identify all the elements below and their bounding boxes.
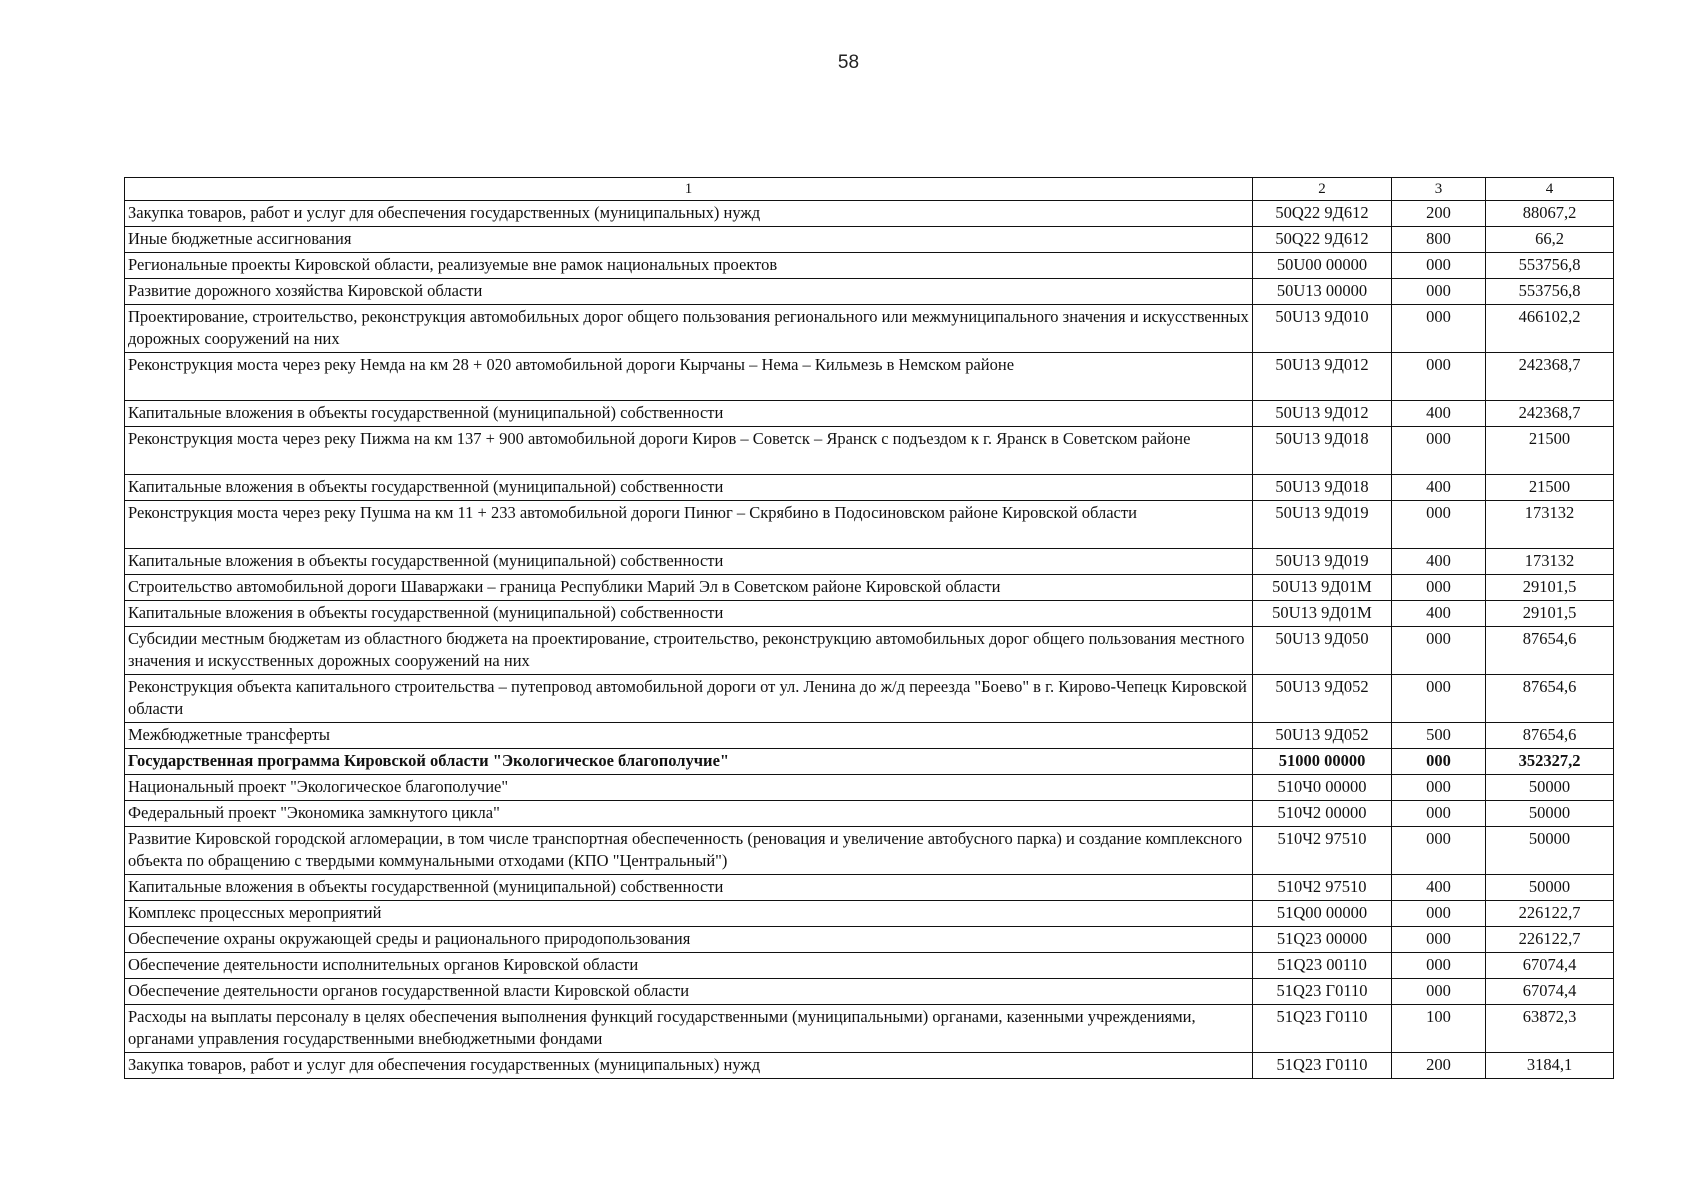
row-name-cell: Закупка товаров, работ и услуг для обеспечения государственных (муниципальных) нужд <box>125 201 1253 227</box>
row-type-cell: 000 <box>1392 927 1486 953</box>
row-type-cell: 000 <box>1392 953 1486 979</box>
row-code-cell: 51Q00 00000 <box>1253 901 1392 927</box>
row-code-cell: 51Q23 Г0110 <box>1253 1053 1392 1079</box>
row-name-cell: Капитальные вложения в объекты государственной (муниципальной) собственности <box>125 549 1253 575</box>
row-type-cell: 400 <box>1392 549 1486 575</box>
row-name-cell: Капитальные вложения в объекты государственной (муниципальной) собственности <box>125 601 1253 627</box>
table-row <box>125 227 1614 253</box>
row-amount-cell: 87654,6 <box>1486 675 1614 723</box>
row-code-cell: 50U13 9Д052 <box>1253 675 1392 723</box>
row-amount-cell: 3184,1 <box>1486 1053 1614 1079</box>
table-row <box>125 901 1614 927</box>
row-code-cell: 50U13 9Д019 <box>1253 549 1392 575</box>
header-col-3: 3 <box>1392 178 1486 201</box>
row-name-cell: Обеспечение охраны окружающей среды и рационального природопользования <box>125 927 1253 953</box>
table-row <box>125 279 1614 305</box>
row-name-cell: Субсидии местным бюджетам из областного бюджета на проектирование, строительство, реконструкцию автомобильных дорог общего пользования местного значения и искусственных дорожных сооружений на них <box>125 627 1253 675</box>
row-name-cell: Государственная программа Кировской области "Экологическое благополучие" <box>125 749 1253 775</box>
row-code-cell: 510Ч2 97510 <box>1253 827 1392 875</box>
row-name-cell: Комплекс процессных мероприятий <box>125 901 1253 927</box>
row-name-cell: Межбюджетные трансферты <box>125 723 1253 749</box>
row-code-cell: 50U13 9Д010 <box>1253 305 1392 353</box>
table-row <box>125 827 1614 875</box>
row-name-cell: Реконструкция моста через реку Пушма на км 11 + 233 автомобильной дороги Пинюг – Скрябино в Подосиновском районе Кировской области <box>125 501 1253 549</box>
row-amount-cell: 50000 <box>1486 875 1614 901</box>
row-code-cell: 50U13 00000 <box>1253 279 1392 305</box>
row-code-cell: 510Ч2 97510 <box>1253 875 1392 901</box>
row-name-cell: Региональные проекты Кировской области, реализуемые вне рамок национальных проектов <box>125 253 1253 279</box>
row-name-cell: Обеспечение деятельности исполнительных органов Кировской области <box>125 953 1253 979</box>
row-code-cell: 50U00 00000 <box>1253 253 1392 279</box>
table-row <box>125 875 1614 901</box>
row-name-cell: Капитальные вложения в объекты государственной (муниципальной) собственности <box>125 401 1253 427</box>
row-type-cell: 200 <box>1392 201 1486 227</box>
row-code-cell: 50Q22 9Д612 <box>1253 227 1392 253</box>
row-type-cell: 000 <box>1392 749 1486 775</box>
row-type-cell: 500 <box>1392 723 1486 749</box>
row-name-cell: Расходы на выплаты персоналу в целях обеспечения выполнения функций государственными (муниципальными) органами, казенными учреждениями, органами управления государственными внебюджетными фондами <box>125 1005 1253 1053</box>
table-row <box>125 475 1614 501</box>
row-name-cell: Капитальные вложения в объекты государственной (муниципальной) собственности <box>125 875 1253 901</box>
row-name-cell: Федеральный проект "Экономика замкнутого цикла" <box>125 801 1253 827</box>
header-col-2: 2 <box>1253 178 1392 201</box>
row-name-cell: Реконструкция объекта капитального строительства – путепровод автомобильной дороги от ул. Ленина до ж/д переезда "Боево" в г. Кирово-Чепецк Кировской области <box>125 675 1253 723</box>
row-name-cell: Реконструкция моста через реку Немда на км 28 + 020 автомобильной дороги Кырчаны – Нема – Кильмезь в Немском районе <box>125 353 1253 401</box>
row-code-cell: 51Q23 00110 <box>1253 953 1392 979</box>
row-code-cell: 50U13 9Д012 <box>1253 353 1392 401</box>
row-amount-cell: 553756,8 <box>1486 279 1614 305</box>
row-code-cell: 50U13 9Д012 <box>1253 401 1392 427</box>
row-amount-cell: 21500 <box>1486 427 1614 475</box>
row-type-cell: 400 <box>1392 475 1486 501</box>
row-name-cell: Реконструкция моста через реку Пижма на км 137 + 900 автомобильной дороги Киров – Советск – Яранск с подъездом к г. Яранск в Советском районе <box>125 427 1253 475</box>
table-row <box>125 501 1614 549</box>
row-name-cell: Закупка товаров, работ и услуг для обеспечения государственных (муниципальных) нужд <box>125 1053 1253 1079</box>
row-type-cell: 000 <box>1392 305 1486 353</box>
row-code-cell: 50U13 9Д018 <box>1253 427 1392 475</box>
row-type-cell: 000 <box>1392 627 1486 675</box>
row-code-cell: 50U13 9Д050 <box>1253 627 1392 675</box>
header-col-4: 4 <box>1486 178 1614 201</box>
row-type-cell: 000 <box>1392 253 1486 279</box>
table-row <box>125 427 1614 475</box>
row-amount-cell: 87654,6 <box>1486 723 1614 749</box>
table-row <box>125 675 1614 723</box>
header-row <box>125 178 1614 201</box>
table-row <box>125 979 1614 1005</box>
row-type-cell: 000 <box>1392 279 1486 305</box>
table-row <box>125 775 1614 801</box>
row-name-cell: Строительство автомобильной дороги Шаваржаки – граница Республики Марий Эл в Советском районе Кировской области <box>125 575 1253 601</box>
row-type-cell: 000 <box>1392 501 1486 549</box>
row-amount-cell: 29101,5 <box>1486 601 1614 627</box>
row-amount-cell: 553756,8 <box>1486 253 1614 279</box>
row-name-cell: Национальный проект "Экологическое благополучие" <box>125 775 1253 801</box>
row-type-cell: 000 <box>1392 979 1486 1005</box>
row-code-cell: 510Ч0 00000 <box>1253 775 1392 801</box>
row-amount-cell: 50000 <box>1486 775 1614 801</box>
row-name-cell: Обеспечение деятельности органов государственной власти Кировской области <box>125 979 1253 1005</box>
row-type-cell: 000 <box>1392 901 1486 927</box>
row-amount-cell: 352327,2 <box>1486 749 1614 775</box>
row-amount-cell: 242368,7 <box>1486 401 1614 427</box>
row-code-cell: 51Q23 00000 <box>1253 927 1392 953</box>
row-amount-cell: 88067,2 <box>1486 201 1614 227</box>
row-amount-cell: 173132 <box>1486 549 1614 575</box>
row-type-cell: 000 <box>1392 775 1486 801</box>
row-type-cell: 000 <box>1392 575 1486 601</box>
row-name-cell: Развитие Кировской городской агломерации, в том числе транспортная обеспеченность (реновация и увеличение автобусного парка) и создание комплексного объекта по обращению с твердыми коммунальными отходами (КПО "Центральный") <box>125 827 1253 875</box>
table-row <box>125 401 1614 427</box>
table-row <box>125 723 1614 749</box>
row-amount-cell: 63872,3 <box>1486 1005 1614 1053</box>
row-code-cell: 50U13 9Д01М <box>1253 601 1392 627</box>
table-header <box>125 178 1614 201</box>
row-amount-cell: 242368,7 <box>1486 353 1614 401</box>
row-type-cell: 400 <box>1392 875 1486 901</box>
row-code-cell: 51Q23 Г0110 <box>1253 1005 1392 1053</box>
row-amount-cell: 87654,6 <box>1486 627 1614 675</box>
row-amount-cell: 50000 <box>1486 827 1614 875</box>
row-type-cell: 000 <box>1392 353 1486 401</box>
row-type-cell: 000 <box>1392 827 1486 875</box>
table-row <box>125 749 1614 775</box>
table-row <box>125 801 1614 827</box>
row-code-cell: 50U13 9Д01М <box>1253 575 1392 601</box>
table-row <box>125 549 1614 575</box>
table-row <box>125 1005 1614 1053</box>
row-type-cell: 000 <box>1392 675 1486 723</box>
row-code-cell: 51Q23 Г0110 <box>1253 979 1392 1005</box>
row-type-cell: 000 <box>1392 427 1486 475</box>
table-body <box>125 201 1614 1079</box>
table-row <box>125 201 1614 227</box>
table-row <box>125 575 1614 601</box>
table-row <box>125 1053 1614 1079</box>
row-amount-cell: 67074,4 <box>1486 979 1614 1005</box>
row-type-cell: 400 <box>1392 401 1486 427</box>
row-code-cell: 510Ч2 00000 <box>1253 801 1392 827</box>
row-amount-cell: 50000 <box>1486 801 1614 827</box>
row-type-cell: 200 <box>1392 1053 1486 1079</box>
row-code-cell: 51000 00000 <box>1253 749 1392 775</box>
table-row <box>125 305 1614 353</box>
row-amount-cell: 173132 <box>1486 501 1614 549</box>
row-amount-cell: 67074,4 <box>1486 953 1614 979</box>
table-row <box>125 627 1614 675</box>
row-amount-cell: 226122,7 <box>1486 901 1614 927</box>
row-amount-cell: 29101,5 <box>1486 575 1614 601</box>
page-number: 58 <box>837 52 860 73</box>
row-amount-cell: 466102,2 <box>1486 305 1614 353</box>
row-type-cell: 400 <box>1392 601 1486 627</box>
row-type-cell: 100 <box>1392 1005 1486 1053</box>
row-amount-cell: 226122,7 <box>1486 927 1614 953</box>
table-row <box>125 601 1614 627</box>
row-type-cell: 800 <box>1392 227 1486 253</box>
budget-table <box>124 177 1614 1079</box>
row-code-cell: 50U13 9Д052 <box>1253 723 1392 749</box>
header-col-1: 1 <box>125 178 1253 201</box>
row-name-cell: Капитальные вложения в объекты государственной (муниципальной) собственности <box>125 475 1253 501</box>
row-amount-cell: 21500 <box>1486 475 1614 501</box>
row-type-cell: 000 <box>1392 801 1486 827</box>
row-amount-cell: 66,2 <box>1486 227 1614 253</box>
row-code-cell: 50U13 9Д019 <box>1253 501 1392 549</box>
row-code-cell: 50U13 9Д018 <box>1253 475 1392 501</box>
table-row <box>125 953 1614 979</box>
row-name-cell: Проектирование, строительство, реконструкция автомобильных дорог общего пользования регионального или межмуниципального значения и искусственных дорожных сооружений на них <box>125 305 1253 353</box>
table-row <box>125 927 1614 953</box>
table-row <box>125 353 1614 401</box>
row-code-cell: 50Q22 9Д612 <box>1253 201 1392 227</box>
row-name-cell: Развитие дорожного хозяйства Кировской области <box>125 279 1253 305</box>
table-row <box>125 253 1614 279</box>
row-name-cell: Иные бюджетные ассигнования <box>125 227 1253 253</box>
